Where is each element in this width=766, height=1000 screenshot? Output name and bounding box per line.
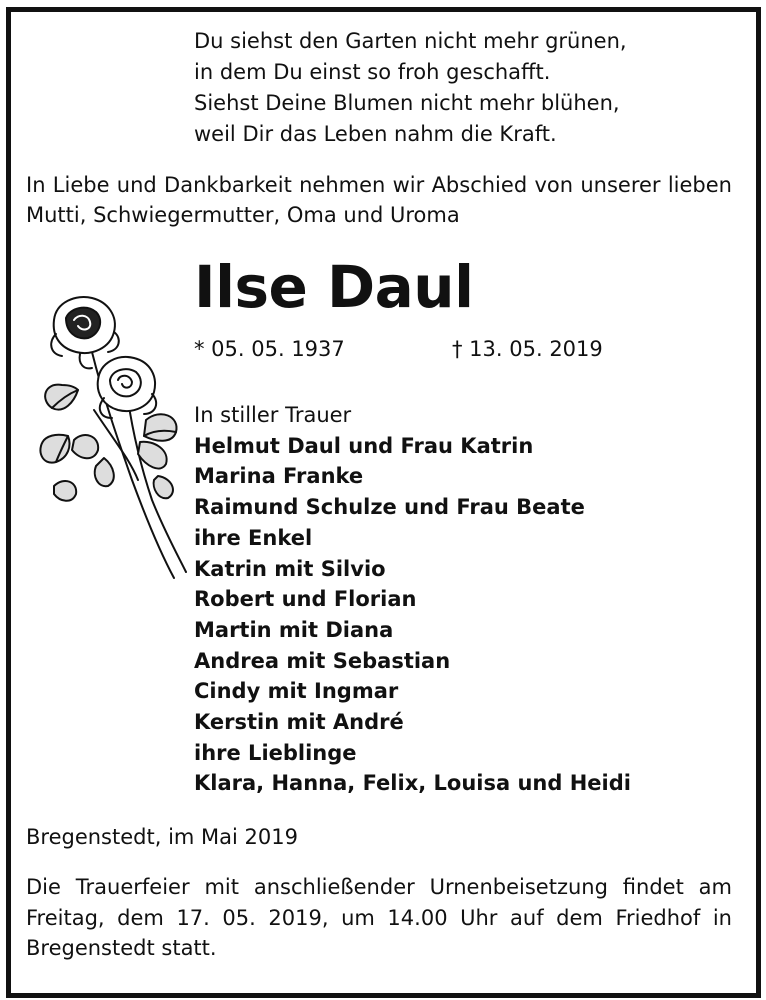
mourner-line: Raimund Schulze und Frau Beate — [194, 495, 585, 520]
mourner-line: Katrin mit Silvio — [194, 556, 386, 581]
poem-line: in dem Du einst so froh geschafft. — [194, 60, 551, 84]
birth-date: * 05. 05. 1937 — [194, 337, 345, 361]
mourning-heading: In stiller Trauer — [194, 403, 352, 427]
poem — [194, 26, 714, 150]
mourner-line: Martin mit Diana — [194, 617, 394, 642]
rose-icon — [34, 290, 194, 582]
ceremony-notice: Die Trauerfeier mit anschließender Urnenbeisetzung findet am Freitag, dem 17. 05. 2019, um 14.00 Uhr auf dem Friedhof in Bregenstedt statt. — [26, 875, 732, 960]
mourner-line: Klara, Hanna, Felix, Louisa und Heidi — [194, 771, 631, 796]
mourner-line: Marina Franke — [194, 464, 364, 489]
mourners-list — [194, 400, 734, 799]
place-date: Bregenstedt, im Mai 2019 — [26, 825, 298, 849]
life-dates — [194, 333, 634, 365]
poem-line: Du siehst den Garten nicht mehr grünen, — [194, 29, 627, 53]
mourner-line: Robert und Florian — [194, 587, 417, 612]
mourner-line: ihre Enkel — [194, 525, 313, 550]
mourner-line: Helmut Daul und Frau Katrin — [194, 433, 534, 458]
death-date: † 13. 05. 2019 — [452, 337, 603, 361]
mourner-line: Andrea mit Sebastian — [194, 648, 451, 673]
poem-line: weil Dir das Leben nahm die Kraft. — [194, 122, 557, 146]
mourner-line: Kerstin mit André — [194, 710, 404, 735]
deceased-name: Ilse Daul — [194, 253, 474, 321]
poem-line: Siehst Deine Blumen nicht mehr blühen, — [194, 91, 620, 115]
mourner-line: Cindy mit Ingmar — [194, 679, 399, 704]
mourner-line: ihre Lieblinge — [194, 740, 357, 765]
intro-text: In Liebe und Dankbarkeit nehmen wir Abschied von unserer lieben Mutti, Schwiegermutter, Oma und Uroma — [26, 173, 732, 227]
